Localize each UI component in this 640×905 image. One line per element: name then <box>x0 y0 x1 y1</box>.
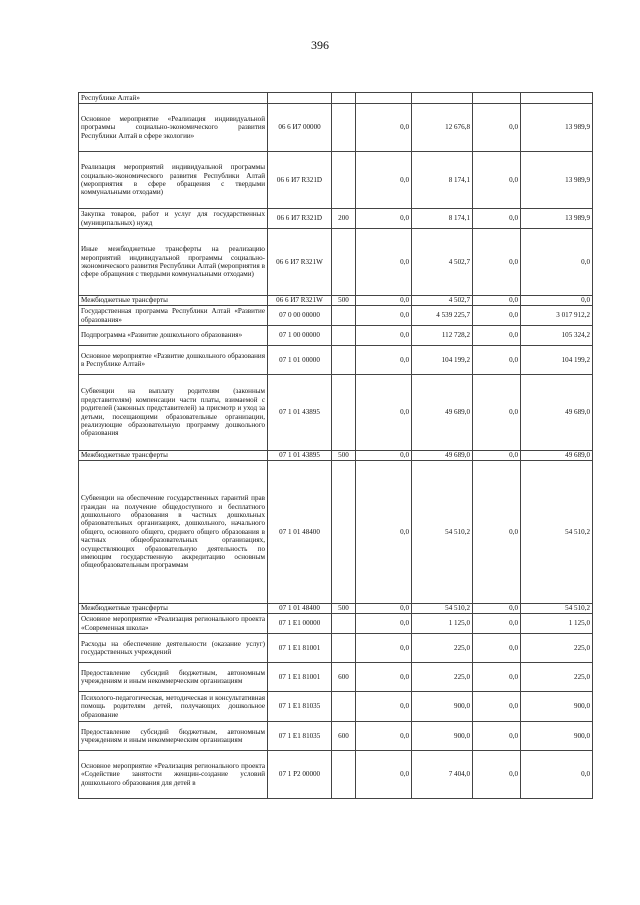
target-code-cell: 07 1 01 48400 <box>268 461 332 604</box>
amount-col-1-cell: 0,0 <box>356 692 412 722</box>
amount-col-4-cell: 0,0 <box>521 751 593 799</box>
amount-col-2-cell: 4 539 225,7 <box>412 306 473 326</box>
table-row <box>79 751 593 799</box>
amount-col-1-cell: 0,0 <box>356 306 412 326</box>
target-code-cell: 07 1 01 48400 <box>268 604 332 614</box>
amount-col-3-cell: 0,0 <box>473 692 521 722</box>
target-code-cell: 07 1 P2 00000 <box>268 751 332 799</box>
amount-col-3-cell: 0,0 <box>473 451 521 461</box>
amount-col-2-cell: 104 199,2 <box>412 346 473 375</box>
amount-col-3-cell: 0,0 <box>473 461 521 604</box>
table-row <box>79 152 593 209</box>
item-name-cell: Закупка товаров, работ и услуг для государственных (муниципальных) нужд <box>79 209 268 229</box>
item-name-cell: Реализация мероприятий индивидуальной программы социально-экономического развития Республики Алтай (мероприятия в сфере обращения с твердыми коммунальными отходами) <box>79 152 268 209</box>
table-row <box>79 604 593 614</box>
target-code-cell: 07 1 E1 81001 <box>268 634 332 663</box>
amount-col-4-cell: 13 989,9 <box>521 152 593 209</box>
budget-table-body <box>79 93 593 799</box>
item-name-cell: Основное мероприятие «Реализация регионального проекта «Содействие занятости женщин-создание условий дошкольного образования для детей в <box>79 751 268 799</box>
amount-col-4-cell: 0,0 <box>521 229 593 296</box>
table-row <box>79 375 593 451</box>
target-code-cell <box>268 93 332 104</box>
amount-col-3-cell: 0,0 <box>473 346 521 375</box>
amount-col-1-cell: 0,0 <box>356 104 412 152</box>
amount-col-1-cell: 0,0 <box>356 751 412 799</box>
amount-col-4-cell: 54 510,2 <box>521 461 593 604</box>
target-code-cell: 07 1 01 43895 <box>268 451 332 461</box>
amount-col-3-cell: 0,0 <box>473 104 521 152</box>
amount-col-1-cell: 0,0 <box>356 229 412 296</box>
amount-col-1-cell: 0,0 <box>356 152 412 209</box>
amount-col-4-cell: 900,0 <box>521 722 593 751</box>
amount-col-3-cell: 0,0 <box>473 306 521 326</box>
expense-type-cell: 500 <box>332 604 356 614</box>
target-code-cell: 07 1 00 00000 <box>268 326 332 346</box>
item-name-cell: Предоставление субсидий бюджетным, автономным учреждениям и иным некоммерческим организациям <box>79 663 268 692</box>
amount-col-4-cell: 49 689,0 <box>521 375 593 451</box>
target-code-cell: 06 6 И7 R321W <box>268 296 332 306</box>
item-name-cell: Межбюджетные трансферты <box>79 296 268 306</box>
target-code-cell: 07 0 00 00000 <box>268 306 332 326</box>
expense-type-cell <box>332 306 356 326</box>
amount-col-2-cell: 7 404,0 <box>412 751 473 799</box>
table-row <box>79 93 593 104</box>
amount-col-2-cell: 112 728,2 <box>412 326 473 346</box>
amount-col-4-cell: 900,0 <box>521 692 593 722</box>
expense-type-cell <box>332 692 356 722</box>
item-name-cell: Субвенции на обеспечение государственных гарантий прав граждан на получение общедоступного и бесплатного дошкольного образования в частных дошкольных образовательных организациях, дошкольного, начального общего, основного общего, среднего общего образования в частных общеобразовательных организациях, осуществляющих образовательную деятельность по имеющим государственную аккредитацию основным общеобразовательным программам <box>79 461 268 604</box>
table-row <box>79 614 593 634</box>
amount-col-1-cell: 0,0 <box>356 722 412 751</box>
amount-col-1-cell: 0,0 <box>356 604 412 614</box>
item-name-cell: Основное мероприятие «Реализация индивидуальной программы социально-экономического развития Республики Алтай в сфере экологии» <box>79 104 268 152</box>
item-name-cell: Психолого-педагогическая, методическая и консультативная помощь родителям детей, получающих дошкольное образование <box>79 692 268 722</box>
expense-type-cell <box>332 614 356 634</box>
expense-type-cell <box>332 93 356 104</box>
item-name-cell: Республике Алтай» <box>79 93 268 104</box>
amount-col-2-cell: 8 174,1 <box>412 152 473 209</box>
target-code-cell: 07 1 01 43895 <box>268 375 332 451</box>
amount-col-2-cell: 8 174,1 <box>412 209 473 229</box>
table-row <box>79 663 593 692</box>
amount-col-2-cell: 225,0 <box>412 663 473 692</box>
amount-col-1-cell: 0,0 <box>356 614 412 634</box>
target-code-cell: 06 6 И7 R321D <box>268 152 332 209</box>
item-name-cell: Основное мероприятие «Реализация регионального проекта «Современная школа» <box>79 614 268 634</box>
amount-col-4-cell: 225,0 <box>521 663 593 692</box>
expense-type-cell <box>332 326 356 346</box>
expense-type-cell: 600 <box>332 663 356 692</box>
amount-col-3-cell: 0,0 <box>473 663 521 692</box>
amount-col-2-cell: 49 689,0 <box>412 375 473 451</box>
expense-type-cell: 500 <box>332 451 356 461</box>
amount-col-2-cell: 54 510,2 <box>412 604 473 614</box>
budget-table <box>78 92 593 799</box>
amount-col-3-cell: 0,0 <box>473 375 521 451</box>
amount-col-3-cell: 0,0 <box>473 152 521 209</box>
target-code-cell: 07 1 E1 81035 <box>268 722 332 751</box>
amount-col-2-cell: 900,0 <box>412 722 473 751</box>
amount-col-3-cell <box>473 93 521 104</box>
expense-type-cell <box>332 751 356 799</box>
expense-type-cell <box>332 375 356 451</box>
amount-col-3-cell: 0,0 <box>473 604 521 614</box>
target-code-cell: 06 6 И7 R321D <box>268 209 332 229</box>
amount-col-4-cell: 0,0 <box>521 296 593 306</box>
item-name-cell: Подпрограмма «Развитие дошкольного образования» <box>79 326 268 346</box>
table-row <box>79 692 593 722</box>
amount-col-4-cell: 104 199,2 <box>521 346 593 375</box>
item-name-cell: Межбюджетные трансферты <box>79 604 268 614</box>
amount-col-2-cell <box>412 93 473 104</box>
amount-col-2-cell: 4 502,7 <box>412 296 473 306</box>
expense-type-cell <box>332 346 356 375</box>
amount-col-3-cell: 0,0 <box>473 296 521 306</box>
amount-col-4-cell: 1 125,0 <box>521 614 593 634</box>
amount-col-4-cell <box>521 93 593 104</box>
amount-col-1-cell: 0,0 <box>356 326 412 346</box>
amount-col-1-cell: 0,0 <box>356 451 412 461</box>
target-code-cell: 06 6 И7 00000 <box>268 104 332 152</box>
amount-col-3-cell: 0,0 <box>473 634 521 663</box>
amount-col-1-cell: 0,0 <box>356 296 412 306</box>
amount-col-3-cell: 0,0 <box>473 229 521 296</box>
table-row <box>79 346 593 375</box>
amount-col-1-cell: 0,0 <box>356 346 412 375</box>
expense-type-cell: 200 <box>332 209 356 229</box>
item-name-cell: Расходы на обеспечение деятельности (оказание услуг) государственных учреждений <box>79 634 268 663</box>
amount-col-4-cell: 105 324,2 <box>521 326 593 346</box>
page-number: 396 <box>311 38 329 52</box>
expense-type-cell <box>332 152 356 209</box>
table-row <box>79 104 593 152</box>
amount-col-4-cell: 13 989,9 <box>521 104 593 152</box>
amount-col-3-cell: 0,0 <box>473 614 521 634</box>
target-code-cell: 07 1 E1 00000 <box>268 614 332 634</box>
amount-col-1-cell: 0,0 <box>356 209 412 229</box>
expense-type-cell <box>332 104 356 152</box>
target-code-cell: 06 6 И7 R321W <box>268 229 332 296</box>
amount-col-4-cell: 225,0 <box>521 634 593 663</box>
item-name-cell: Государственная программа Республики Алтай «Развитие образования» <box>79 306 268 326</box>
amount-col-4-cell: 54 510,2 <box>521 604 593 614</box>
expense-type-cell <box>332 634 356 663</box>
amount-col-1-cell: 0,0 <box>356 634 412 663</box>
table-row <box>79 461 593 604</box>
amount-col-1-cell: 0,0 <box>356 461 412 604</box>
amount-col-4-cell: 3 017 912,2 <box>521 306 593 326</box>
table-row <box>79 634 593 663</box>
amount-col-1-cell: 0,0 <box>356 375 412 451</box>
amount-col-4-cell: 13 989,9 <box>521 209 593 229</box>
amount-col-3-cell: 0,0 <box>473 209 521 229</box>
item-name-cell: Межбюджетные трансферты <box>79 451 268 461</box>
item-name-cell: Субвенции на выплату родителям (законным представителям) компенсации части платы, взимаемой с родителей (законных представителей) за присмотр и уход за детьми, посещающими образовательные организации, реализующие образовательную программу дошкольного образования <box>79 375 268 451</box>
amount-col-2-cell: 4 502,7 <box>412 229 473 296</box>
table-row <box>79 296 593 306</box>
amount-col-2-cell: 225,0 <box>412 634 473 663</box>
table-row <box>79 209 593 229</box>
target-code-cell: 07 1 E1 81035 <box>268 692 332 722</box>
expense-type-cell: 500 <box>332 296 356 306</box>
expense-type-cell <box>332 461 356 604</box>
table-row <box>79 722 593 751</box>
table-row <box>79 451 593 461</box>
table-row <box>79 306 593 326</box>
amount-col-1-cell <box>356 93 412 104</box>
item-name-cell: Иные межбюджетные трансферты на реализацию мероприятий индивидуальной программы социально-экономического развития Республики Алтай (мероприятия в сфере обращения с твердыми коммунальными отходами) <box>79 229 268 296</box>
amount-col-2-cell: 49 689,0 <box>412 451 473 461</box>
table-row <box>79 229 593 296</box>
target-code-cell: 07 1 E1 81001 <box>268 663 332 692</box>
item-name-cell: Основное мероприятие «Развитие дошкольного образования в Республике Алтай» <box>79 346 268 375</box>
amount-col-1-cell: 0,0 <box>356 663 412 692</box>
amount-col-3-cell: 0,0 <box>473 326 521 346</box>
amount-col-3-cell: 0,0 <box>473 722 521 751</box>
amount-col-2-cell: 900,0 <box>412 692 473 722</box>
target-code-cell: 07 1 01 00000 <box>268 346 332 375</box>
amount-col-4-cell: 49 689,0 <box>521 451 593 461</box>
expense-type-cell: 600 <box>332 722 356 751</box>
amount-col-2-cell: 1 125,0 <box>412 614 473 634</box>
item-name-cell: Предоставление субсидий бюджетным, автономным учреждениям и иным некоммерческим организациям <box>79 722 268 751</box>
amount-col-3-cell: 0,0 <box>473 751 521 799</box>
amount-col-2-cell: 12 676,8 <box>412 104 473 152</box>
table-row <box>79 326 593 346</box>
amount-col-2-cell: 54 510,2 <box>412 461 473 604</box>
expense-type-cell <box>332 229 356 296</box>
